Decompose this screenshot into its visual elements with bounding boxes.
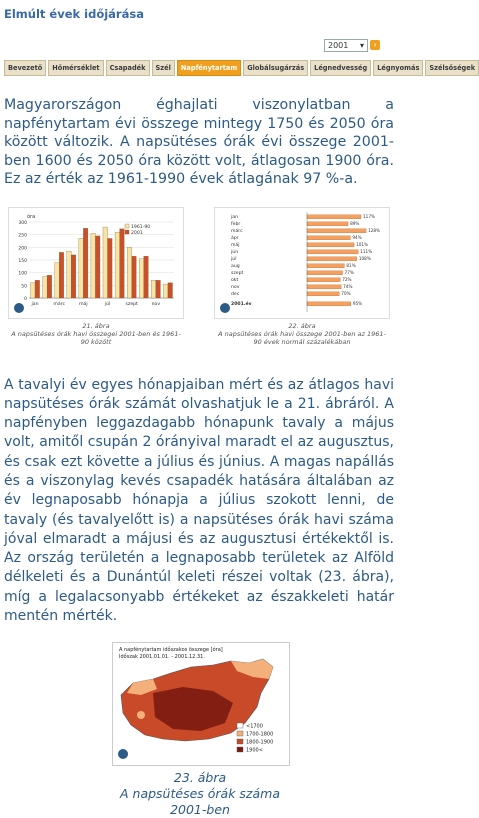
figure-23-caption-number: 23. ábra [173,770,227,786]
bar-1961-90-júl [103,227,108,298]
bar-2001.év [307,301,351,305]
x-tick-label: nov [151,301,161,307]
value-label: 111% [360,248,373,254]
met-logo-icon [14,303,24,313]
bar-1961-90-márc [55,262,60,297]
bar-jan [307,214,361,218]
bar-szept [307,270,343,274]
year-selector-row [0,36,400,54]
chart-22 [215,208,391,318]
sunshine-map-svg [113,643,289,765]
bar-2001-nov [156,280,161,298]
bar-ápr [307,235,350,239]
bar-dec [307,291,339,295]
category-label: 2001.év [231,301,252,307]
tab-csapadek[interactable]: Csapadék [106,60,150,76]
map-subtitle: Időszak 2001.01.01. - 2001.12.31. [119,654,205,661]
legend-label: 1800-1900 [246,739,274,746]
value-label: 74% [343,283,353,289]
category-label: ápr [231,235,239,241]
bar-2001-máj [83,228,88,298]
legend-swatch [237,723,243,728]
legend-swatch [237,731,243,736]
figure-21 [8,207,184,346]
value-label: 117% [363,213,375,219]
bar-1961-90-aug [115,232,120,298]
category-label: febr [231,221,241,227]
met-logo-icon [118,749,128,759]
bar-1961-90-dec [163,284,168,298]
tab-napfenytartam[interactable]: Napfénytartam [177,60,241,76]
figure-row [8,207,390,346]
tab-legnedvesseg[interactable]: Légnedvesség [310,60,371,76]
tab-szel[interactable]: Szél [152,60,175,76]
category-label: máj [231,242,240,248]
bar-1961-90-ápr [67,251,72,298]
page-header [0,0,400,28]
map-title: A napfénytartam időszakos összege [óra] [119,647,223,654]
bar-júl [307,256,357,260]
page-title: Elmúlt évek időjárása [4,7,144,21]
bar-aug [307,263,344,267]
category-label: márc [231,228,243,234]
bar-2001-okt [144,256,149,298]
category-label: szept [231,270,244,276]
bar-2001-jún [95,235,100,297]
y-tick-label: 0 [24,296,27,302]
bar-1961-90-okt [139,258,144,297]
chart-21 [9,208,185,318]
value-label: 128% [368,227,381,233]
legend-swatch [237,747,243,752]
x-tick-label: júl [104,301,111,307]
y-tick-label: 100 [18,271,27,277]
bar-1961-90-jan [31,282,36,297]
tab-szelsosegek[interactable]: Szélsőségek [425,60,479,76]
value-label: 77% [344,269,354,275]
value-label: 70% [341,290,351,296]
chart-22-frame[interactable] [214,207,390,319]
bar-jún [307,249,358,253]
value-label: 72% [342,276,352,282]
bar-2001-ápr [71,254,76,297]
tab-bevezeto[interactable]: Bevezető [4,60,46,76]
bar-2001-júl [108,238,113,298]
tab-globalsugarzas[interactable]: Globálsugárzás [243,60,308,76]
legend-label-2001: 2001 [131,230,143,236]
y-tick-label: 50 [21,283,27,289]
y-tick-label: 200 [18,245,27,251]
legend-swatch-2001 [125,230,129,234]
tab-homerseklet[interactable]: Hőmérséklet [48,60,103,76]
figure-22-caption: A napsütéses órák havi összege 2001-ben az 1961-90 évek normál százalékában [218,329,386,346]
legend-label-1961-90: 1961-90 [131,224,151,230]
figure-22 [214,207,390,346]
category-label: okt [231,277,239,283]
bar-1961-90-máj [79,238,84,298]
legend-label: 1700-1800 [246,731,274,738]
x-tick-label: szept [125,301,138,307]
figure-23 [112,642,288,818]
sunshine-map[interactable] [112,642,290,766]
y-tick-label: 250 [18,233,27,239]
intro-paragraph: Magyarországon éghajlati viszonylatban a napfénytartam évi összege mintegy 1750 és 2050 óra között változik. A napsütéses órák évi összege 2001-ben 1600 és 2050 óra között volt, átlagosan 1900 óra. Ez az érték az 1961-1990 évek átlagának 97 %-a. [4,97,394,187]
y-tick-label: 150 [18,258,27,264]
value-label: 81% [346,262,356,268]
figure-23-caption: A napsütéses órák száma 2001-ben [120,786,280,818]
west-spot [137,711,145,719]
bar-2001-jan [35,280,40,298]
value-label: 95% [352,300,363,306]
value-label: 94% [352,234,362,240]
bar-okt [307,277,340,281]
figure-21-caption: A napsütéses órák havi összegei 2001-ben és 1961-90 között [11,329,181,346]
go-arrow-icon[interactable]: › [370,40,380,50]
bar-nov [307,284,341,288]
value-label: 108% [358,255,371,261]
legend-swatch [237,739,243,744]
chart-21-frame[interactable] [8,207,184,319]
met-logo-icon [220,303,230,313]
bar-márc [307,228,366,232]
category-label: nov [231,284,240,290]
tab-bar [4,60,476,76]
legend-label: 1900< [246,747,263,754]
body-paragraph: A tavalyi év egyes hónapjaiban mért és az átlagos havi napsütéses órák számát olvashatjuk le a 21. ábráról. A napfényben leggazdagabb hónapunk tavaly a május volt, amitől csupán 2 órányival maradt el az augusztus, és csak ezt követte a július és június. A magas napállás és a viszonylag kevés csapadék hatására általában az év legnaposabb hónapja a július szokott lenni, de tavaly (és tavalyelőtt is) a napsütéses órák havi száma jóval elmaradt a májusi és az augusztusi értékektől is. Az ország területén a legnaposabb területek az Alföld délkeleti és a Dunántúl keleti részei voltak (23. ábra), míg a legalacsonyabb értékeket az északkeleti határ mentén mérték. [4,376,394,625]
year-select[interactable] [324,39,368,52]
bar-2001-dec [168,282,173,297]
chevron-down-icon: ▾ [359,40,364,50]
bar-1961-90-jún [91,233,96,298]
figure-22-caption-number: 22. ábra [288,321,316,330]
figure-21-caption-number: 21. ábra [82,321,110,330]
y-axis-label: óra [27,213,36,220]
bar-2001-márc [59,252,64,298]
legend-swatch-1961-90 [125,224,129,228]
tab-legnyomas[interactable]: Légnyomás [373,60,423,76]
category-label: aug [231,263,240,269]
category-label: jún [231,249,239,255]
x-tick-label: máj [79,301,88,307]
category-label: júl [231,256,237,262]
bar-febr [307,221,348,225]
bar-2001-febr [47,275,52,298]
bar-2001-aug [120,228,125,297]
x-tick-label: jan [31,301,39,307]
y-tick-label: 300 [18,220,27,226]
bar-1961-90-febr [43,276,48,298]
x-tick-label: márc [53,301,66,307]
bar-1961-90-szept [127,247,132,298]
year-select-value: 2001 [328,40,349,50]
value-label: 101% [356,241,369,247]
legend-label: <1700 [246,723,263,730]
category-label: dec [231,291,240,297]
value-label: 89% [350,220,360,226]
bar-1961-90-nov [151,280,156,298]
category-label: jan [231,214,239,220]
bar-2001-szept [132,256,137,298]
bar-máj [307,242,354,246]
